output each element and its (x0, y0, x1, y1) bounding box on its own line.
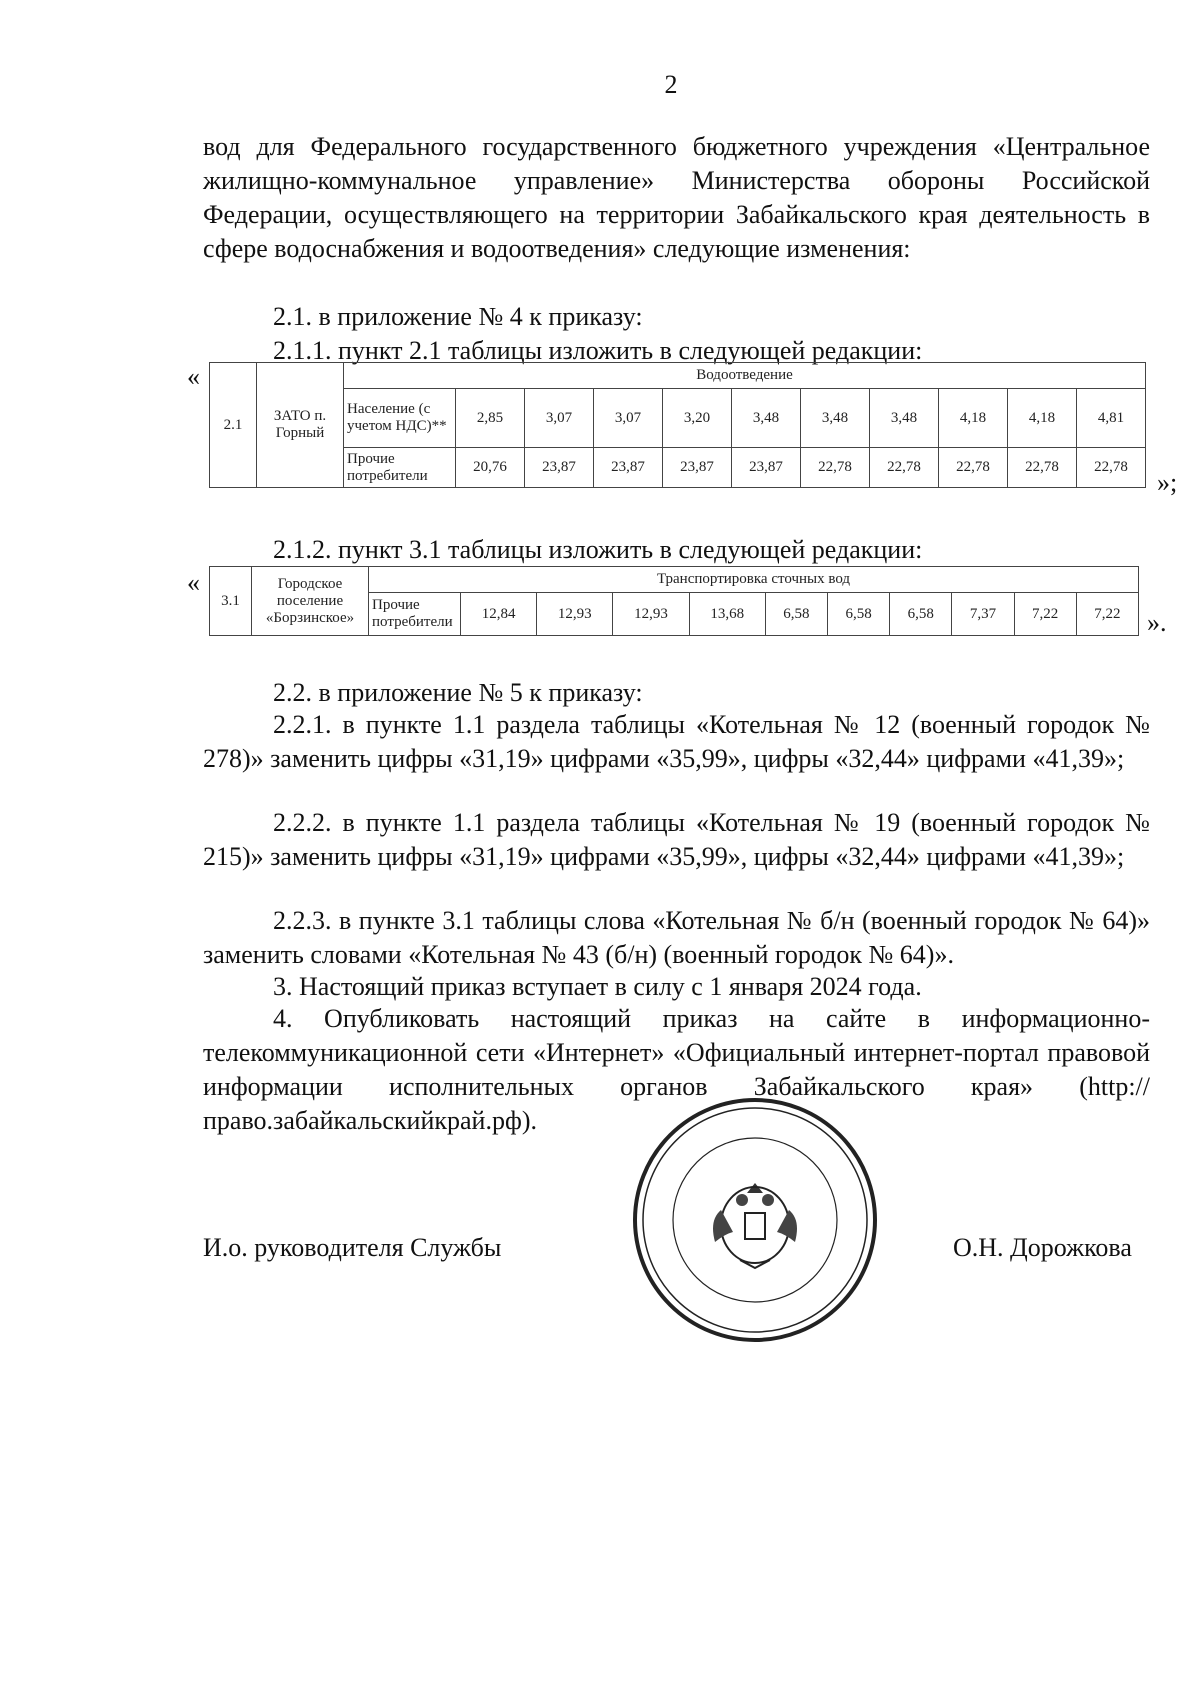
table1-close-quote: »; (1157, 468, 1178, 497)
table1-name: ЗАТО п. Горный (257, 363, 344, 488)
table1-cell: 23,87 (663, 448, 732, 488)
table1-cell: 22,78 (939, 448, 1008, 488)
table1-cell: 3,48 (870, 389, 939, 448)
table-wastewater-transport (209, 566, 1139, 636)
table1-cell: 4,18 (1008, 389, 1077, 448)
table1-row-label: Население (с учетом НДС)** (344, 389, 456, 448)
table2-open-quote: « (187, 568, 200, 597)
table-water-disposal (209, 362, 1146, 488)
table1-cell: 23,87 (594, 448, 663, 488)
item-2-2-2: 2.2.2. в пункте 1.1 раздела таблицы «Котельная № 19 (военный городок № 215)» заменить цифры «31,19» цифрами «35,99», цифры «32,44» цифрами «41,39»; (203, 808, 1150, 871)
table2-number: 3.1 (210, 567, 252, 636)
table2-cell: 12,93 (537, 593, 613, 636)
table1-cell: 3,07 (525, 389, 594, 448)
emblem-icon (713, 1183, 797, 1268)
item-2-2: 2.2. в приложение № 5 к приказу: (273, 678, 643, 707)
intro-paragraph: вод для Федерального государственного бюджетного учреждения «Центральное жилищно-коммунальное управление» Министерства обороны Российской Федерации, осуществляющего на территории Забайкальского края деятельность в сфере водоснабжения и водоотведения» следующие изменения: (203, 132, 1150, 263)
table1-header: Водоотведение (344, 363, 1146, 389)
table1-number: 2.1 (210, 363, 257, 488)
table2-cell: 7,22 (1076, 593, 1138, 636)
table1-cell: 23,87 (525, 448, 594, 488)
item-4: 4. Опубликовать настоящий приказ на сайте в информационно-телекоммуникационной сети «Интернет» «Официальный интернет-портал правовой информации исполнительных органов Забайкальского края» (http://право.забайкальскийкрай.рф). (203, 1004, 1150, 1135)
table2-cell: 13,68 (689, 593, 765, 636)
table2-cell: 6,58 (828, 593, 890, 636)
table1-cell: 3,48 (732, 389, 801, 448)
table1-cell: 22,78 (1077, 448, 1146, 488)
table1-cell: 22,78 (801, 448, 870, 488)
table1-open-quote: « (187, 362, 200, 391)
signatory-name: О.Н. Дорожкова (953, 1233, 1132, 1262)
signatory-title: И.о. руководителя Службы (203, 1233, 502, 1262)
table2-row-label: Прочие потребители (369, 593, 461, 636)
table2-cell: 7,22 (1014, 593, 1076, 636)
item-2-2-3: 2.2.3. в пункте 3.1 таблицы слова «Котельная № б/н (военный городок № 64)» заменить словами «Котельная № 43 (б/н) (военный городок № 64)». (203, 906, 1150, 969)
table1-cell: 22,78 (870, 448, 939, 488)
table1-cell: 3,07 (594, 389, 663, 448)
item-2-1-2: 2.1.2. пункт 3.1 таблицы изложить в следующей редакции: (273, 535, 923, 564)
table1-cell: 23,87 (732, 448, 801, 488)
table2-cell: 7,37 (952, 593, 1014, 636)
item-2-2-1: 2.2.1. в пункте 1.1 раздела таблицы «Котельная № 12 (военный городок № 278)» заменить цифры «31,19» цифрами «35,99», цифры «32,44» цифрами «41,39»; (203, 710, 1150, 773)
official-stamp (630, 1095, 880, 1345)
table1-cell: 3,48 (801, 389, 870, 448)
table2-cell: 6,58 (765, 593, 827, 636)
table1-cell: 2,85 (456, 389, 525, 448)
table1-cell: 4,81 (1077, 389, 1146, 448)
table2-header: Транспортировка сточных вод (369, 567, 1139, 593)
table2-cell: 6,58 (890, 593, 952, 636)
page-number: 2 (664, 70, 678, 99)
table1-row-label: Прочие потребители (344, 448, 456, 488)
table1-cell: 3,20 (663, 389, 732, 448)
item-3: 3. Настоящий приказ вступает в силу с 1 января 2024 года. (273, 972, 922, 1001)
table2-close-quote: ». (1147, 608, 1167, 637)
item-2-1: 2.1. в приложение № 4 к приказу: (273, 302, 643, 331)
table1-cell: 20,76 (456, 448, 525, 488)
table2-cell: 12,93 (613, 593, 689, 636)
table2-name: Городское поселение «Борзинское» (252, 567, 369, 636)
table1-cell: 4,18 (939, 389, 1008, 448)
item-2-1-1: 2.1.1. пункт 2.1 таблицы изложить в следующей редакции: (273, 336, 923, 365)
table2-cell: 12,84 (461, 593, 537, 636)
table1-cell: 22,78 (1008, 448, 1077, 488)
